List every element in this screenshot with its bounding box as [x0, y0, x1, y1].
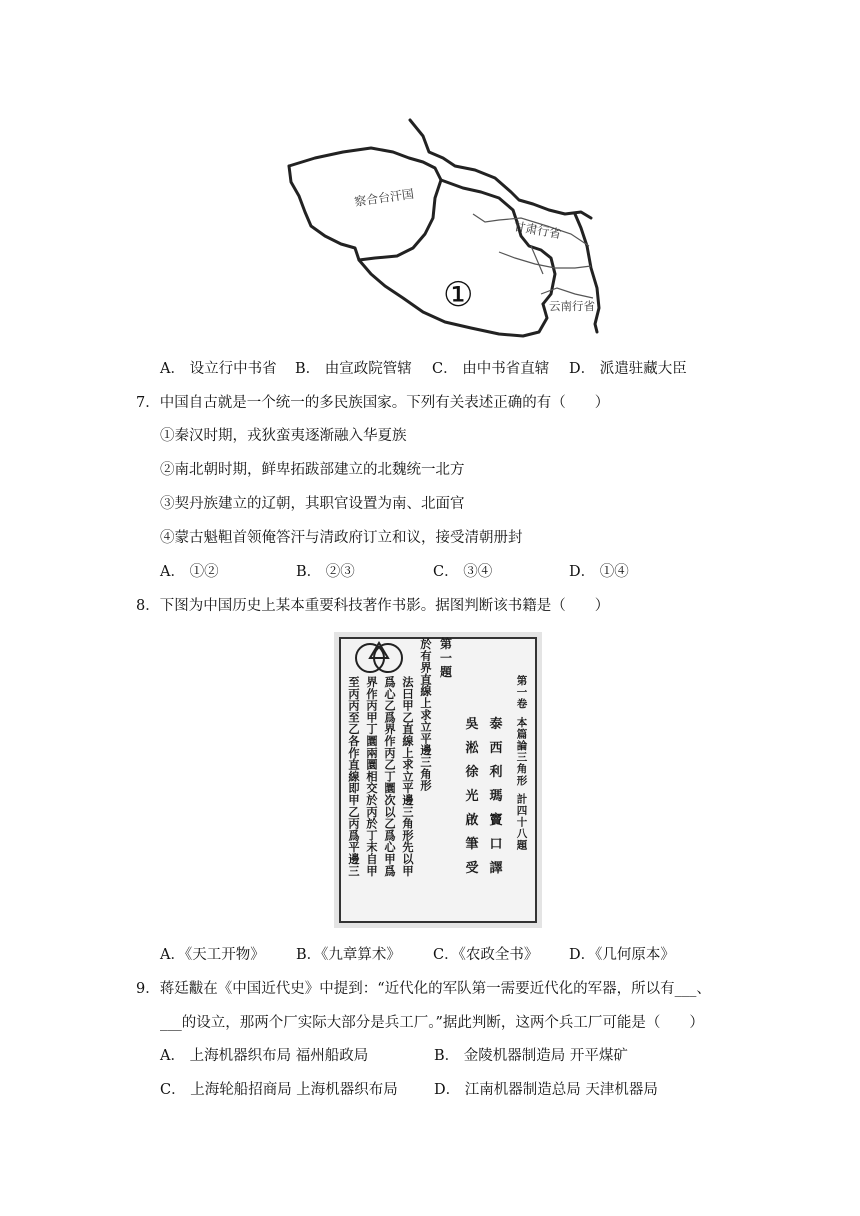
book-column-1: 第一卷本篇論三角形計四十八題: [516, 675, 528, 852]
book-column-7: 爲心乙爲界作丙乙丁圜次以乙爲心甲爲: [384, 675, 396, 878]
q7-option-b[interactable]: B． ②③: [296, 564, 355, 580]
q8-options: [160, 945, 720, 965]
q6-option-a[interactable]: A． 设立行中书省: [160, 361, 277, 377]
book-column-2: 泰西利瑪竇口譯: [489, 717, 503, 876]
q8-stem: 8．下图为中国历史上某本重要科技著作书影。据图判断该书籍是（ ）: [136, 598, 610, 614]
yuan-dynasty-map: [285, 118, 605, 340]
q6-option-d[interactable]: D． 派遣驻藏大臣: [569, 361, 687, 377]
book-column-6: 法曰甲乙直線上求立平邊三角形先以甲: [402, 675, 414, 878]
q7-stem: 7．中国自古就是一个统一的多民族国家。下列有关表述正确的有（ ）: [136, 395, 610, 411]
q9-option-a[interactable]: A． 上海机器织布局 福州船政局: [160, 1048, 369, 1064]
q7-option-c[interactable]: C． ③④: [433, 564, 493, 580]
q9-option-b[interactable]: B． 金陵机器制造局 开平煤矿: [434, 1048, 628, 1064]
book-column-3: 吳淞徐光啟筆受: [465, 717, 479, 876]
q8-option-d[interactable]: D．《几何原本》: [569, 947, 675, 963]
q7-statement-1: ①秦汉时期，戎狄蛮夷逐渐融入华夏族: [160, 428, 407, 444]
book-column-4: 第一題: [439, 637, 453, 679]
book-column-5: 於有界直線上求立平邊三角形: [420, 637, 432, 793]
q6-options: [160, 359, 720, 379]
label-gansu: 甘肃行省: [512, 219, 563, 242]
marker-1: ①: [443, 275, 474, 315]
q8-option-c[interactable]: C．《农政全书》: [433, 947, 539, 963]
q7-options: [160, 562, 660, 582]
q9-option-c[interactable]: C． 上海轮船招商局 上海机器织布局: [160, 1082, 398, 1098]
q9-stem-line-1: 9．蒋廷黻在《中国近代史》中提到：“近代化的军队第一需要近代化的军器，所以有___、: [136, 981, 711, 997]
q7-option-d[interactable]: D． ①④: [569, 564, 629, 580]
book-column-9: 至丙丙至乙各作直線即甲乙丙爲平邊三: [348, 675, 360, 878]
q7-statement-2: ②南北朝时期，鲜卑拓跋部建立的北魏统一北方: [160, 462, 465, 478]
q7-statement-3: ③契丹族建立的辽朝，其职官设置为南、北面官: [160, 496, 465, 512]
q8-option-b[interactable]: B．《九章算术》: [296, 947, 401, 963]
book-column-8: 界作丙甲丁圜兩圜相交於丙於丁末自甲: [366, 675, 378, 878]
q6-option-b[interactable]: B． 由宣政院管辖: [295, 361, 412, 377]
label-chagatai: 察合台汗国: [353, 186, 415, 209]
q7-option-a[interactable]: A． ①②: [160, 564, 219, 580]
book-page-image: [334, 632, 542, 928]
q7-statement-4: ④蒙古魁靼首领俺答汗与清政府订立和议，接受清朝册封: [160, 530, 523, 546]
q9-option-d[interactable]: D． 江南机器制造总局 天津机器局: [434, 1082, 658, 1098]
q6-option-c[interactable]: C． 由中书省直辖: [432, 361, 550, 377]
q8-option-a[interactable]: A．《天工开物》: [160, 947, 265, 963]
label-yunnan: 云南行省: [549, 299, 595, 313]
q9-stem-line-2: ___的设立，那两个厂实际大部分是兵工厂。”据此判断，这两个兵工厂可能是（ ）: [160, 1015, 704, 1031]
